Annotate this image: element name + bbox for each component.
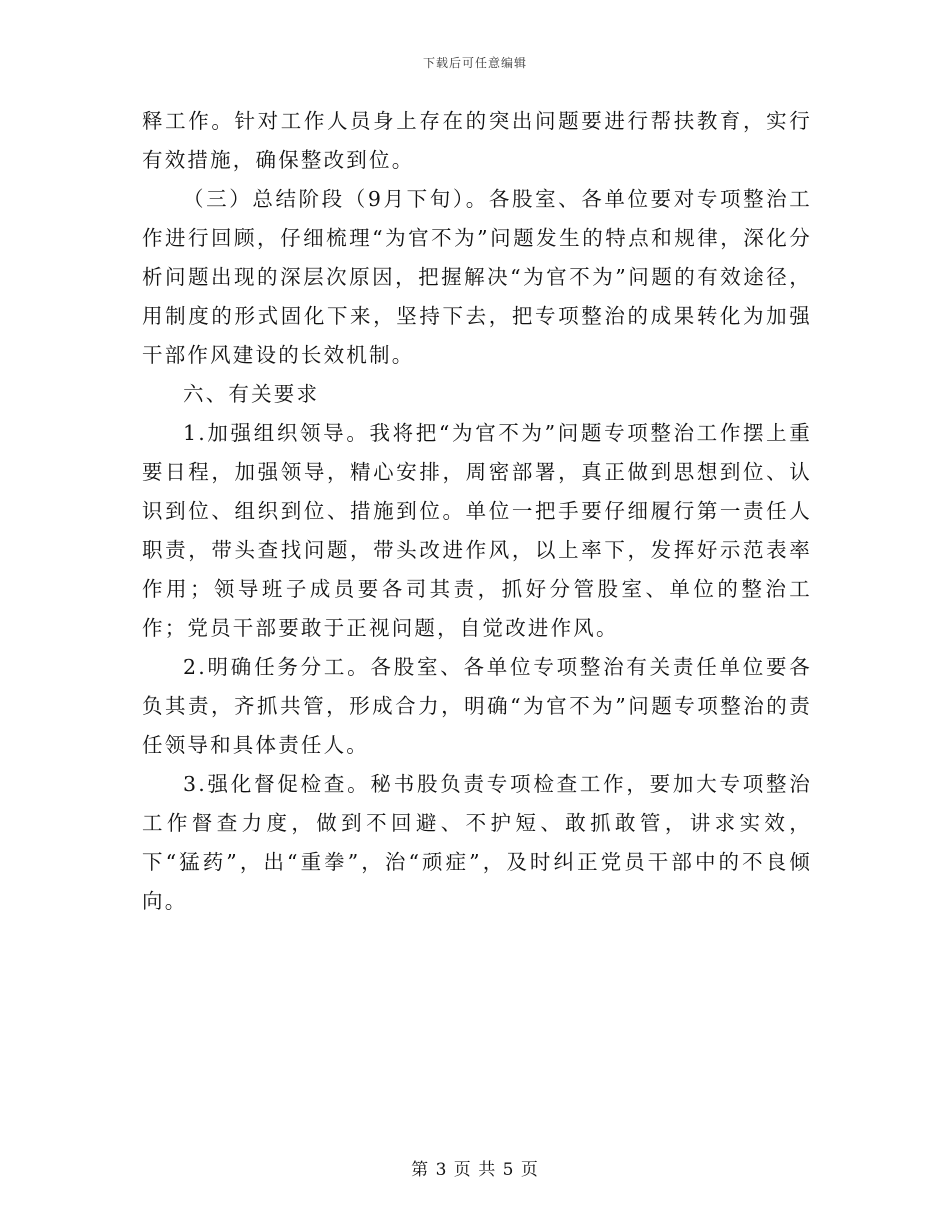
paragraph-requirement-1: 1.加强组织领导。我将把“为官不为”问题专项整治工作摆上重要日程，加强领导，精心安排，周密部署，真正做到思想到位、认识到位、组织到位、措施到位。单位一把手要仔细履行第一责任人职责，带头查找问题，带头改进作风，以上率下，发挥好示范表率作用；领导班子成员要各司其责，抓好分管股室、单位的整治工作；党员干部要敢于正视问题，自觉改进作风。: [142, 421, 812, 640]
page-number: 第 3 页 共 5 页: [411, 1160, 539, 1180]
section-heading-requirements: 六、有关要求: [183, 382, 320, 406]
paragraph-requirement-2: 2.明确任务分工。各股室、各单位专项整治有关责任单位要各负其责，齐抓共管，形成合力，明确“为官不为”问题专项整治的责任领导和具体责任人。: [142, 655, 812, 757]
header-note: 下载后可任意编辑: [422, 56, 527, 70]
paragraph-summary-stage: （三）总结阶段（9月下旬）。各股室、各单位要对专项整治工作进行回顾，仔细梳理“为官不为”问题发生的特点和规律，深化分析问题出现的深层次原因，把握解决“为官不为”问题的有效途径，用制度的形式固化下来，坚持下去，把专项整治的成果转化为加强干部作风建设的长效机制。: [142, 187, 812, 367]
paragraph-continuation: 释工作。针对工作人员身上存在的突出问题要进行帮扶教育，实行有效措施，确保整改到位。: [142, 109, 812, 172]
paragraph-requirement-3: 3.强化督促检查。秘书股负责专项检查工作，要加大专项整治工作督查力度，做到不回避、不护短、敢抓敢管，讲求实效，下“猛药”，出“重拳”，治“顽症”，及时纠正党员干部中的不良倾向。: [142, 772, 812, 913]
document-body: [142, 102, 812, 921]
